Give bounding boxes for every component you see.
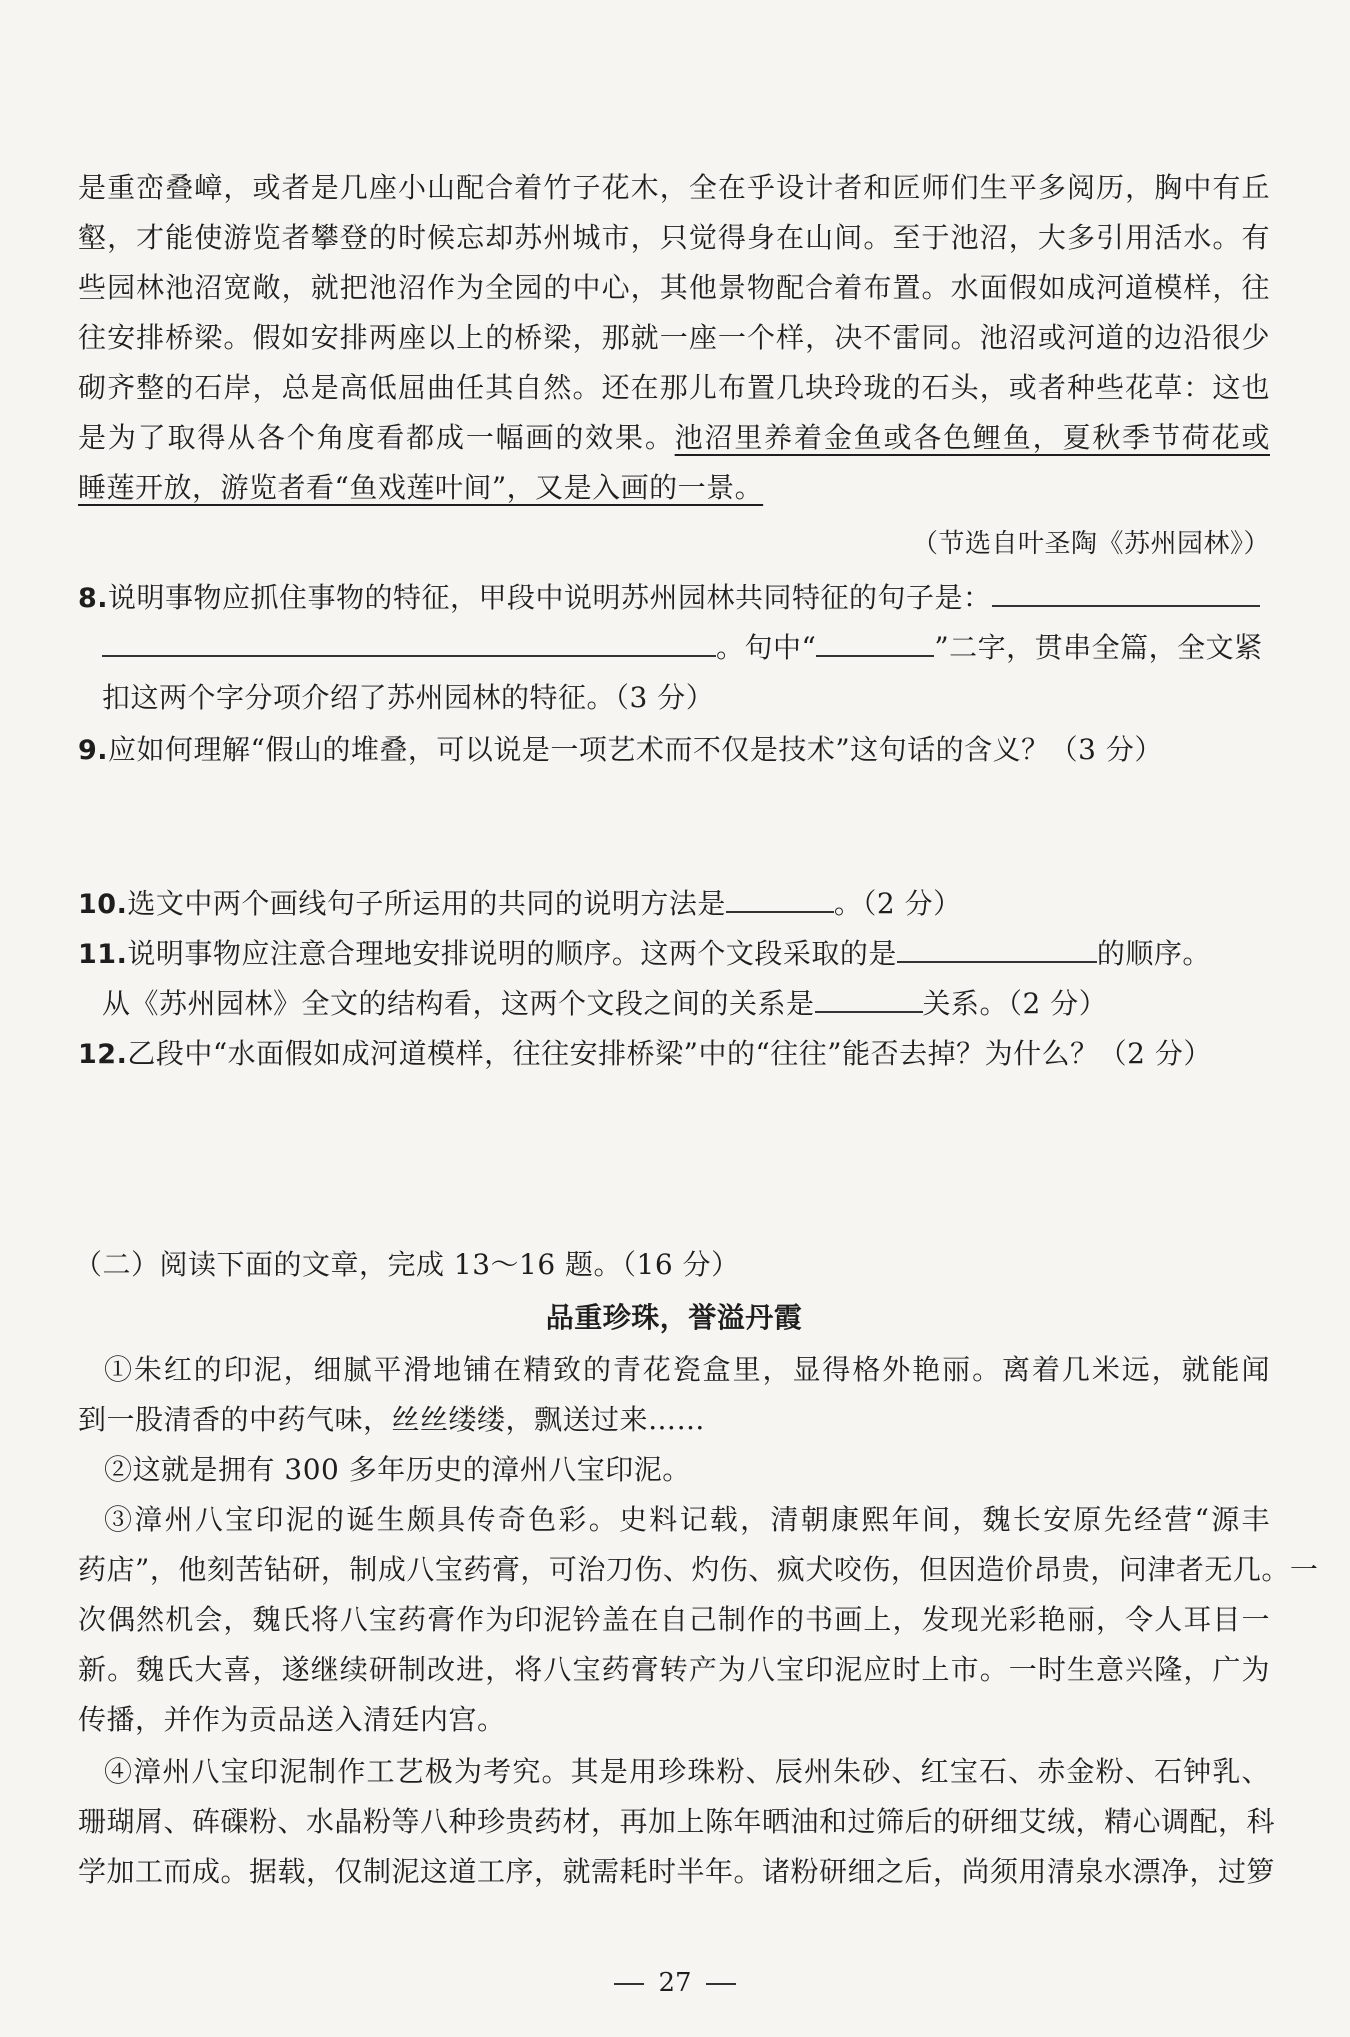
question-8-text-a: 说明事物应抓住事物的特征，甲段中说明苏州园林共同特征的句子是： bbox=[108, 581, 992, 614]
question-9 bbox=[78, 730, 1270, 771]
question-11-line-2 bbox=[102, 984, 1270, 1024]
answer-area-12[interactable] bbox=[102, 1084, 1270, 1234]
article-paragraph-1: ①朱红的印泥，细腻平滑地铺在精致的青花瓷盒里，显得格外艳丽。离着几米远，就能闻 bbox=[104, 1353, 1270, 1386]
question-11 bbox=[78, 934, 1270, 975]
answer-area-9[interactable] bbox=[102, 780, 1270, 880]
article-paragraph-3: ③漳州八宝印泥的诞生颇具传奇色彩。史料记载，清朝康熙年间，魏长安原先经营“源丰 bbox=[104, 1503, 1270, 1536]
question-11-text-d: 关系。（2 分） bbox=[922, 987, 1108, 1020]
question-8-number: 8. bbox=[78, 583, 109, 614]
question-8-line-2 bbox=[102, 628, 1270, 668]
article-line-2: 到一股清香的中药气味，丝丝缕缕，飘送过来…… bbox=[78, 1403, 706, 1436]
answer-blank-8c[interactable] bbox=[816, 629, 934, 657]
article-title: 品重珍珠，誉溢丹霞 bbox=[545, 1301, 803, 1334]
article-paragraph-2: ②这就是拥有 300 多年历史的漳州八宝印泥。 bbox=[104, 1453, 691, 1486]
answer-blank-11a[interactable] bbox=[897, 935, 1097, 963]
passage-line-6-plain: 是为了取得从各个角度看都成一幅画的效果。 bbox=[78, 421, 675, 454]
question-12-number: 12. bbox=[78, 1039, 128, 1070]
article-line-6: 次偶然机会，魏氏将八宝药膏作为印泥钤盖在自己制作的书画上，发现光彩艳丽，令人耳目一 bbox=[78, 1603, 1270, 1636]
article-line-7: 新。魏氏大喜，遂继续研制改进，将八宝药膏转产为八宝印泥应时上市。一时生意兴隆，广为 bbox=[78, 1653, 1270, 1686]
passage-line-4: 往安排桥梁。假如安排两座以上的桥梁，那就一座一个样，决不雷同。池沼或河道的边沿很少 bbox=[78, 321, 1270, 354]
page-footer bbox=[0, 1968, 1350, 1998]
question-9-number: 9. bbox=[78, 735, 109, 766]
article-line-11: 学加工而成。据载，仅制泥这道工序，就需耗时半年。诸粉研细之后，尚须用清泉水漂净，过箩 bbox=[78, 1855, 1276, 1888]
passage-line-3: 些园林池沼宽敞，就把池沼作为全园的中心，其他景物配合着布置。水面假如成河道模样，往 bbox=[78, 271, 1270, 304]
footer-dash-right bbox=[706, 1983, 736, 1985]
passage-line-2: 壑，才能使游览者攀登的时候忘却苏州城市，只觉得身在山间。至于池沼，大多引用活水。有 bbox=[78, 221, 1270, 254]
article-line-10: 珊瑚屑、砗磲粉、水晶粉等八种珍贵药材，再加上陈年晒油和过筛后的研细艾绒，精心调配，科 bbox=[78, 1805, 1276, 1838]
question-11-text-a: 说明事物应注意合理地安排说明的顺序。这两个文段采取的是 bbox=[127, 937, 897, 970]
answer-blank-8a[interactable] bbox=[992, 579, 1260, 607]
article-paragraph-4: ④漳州八宝印泥制作工艺极为考究。其是用珍珠粉、辰州朱砂、红宝石、赤金粉、石钟乳、 bbox=[104, 1755, 1270, 1788]
section-2-heading: （二）阅读下面的文章，完成 13～16 题。（16 分） bbox=[74, 1248, 740, 1281]
question-9-text: 应如何理解“假山的堆叠，可以说是一项艺术而不仅是技术”这句话的含义？（3 分） bbox=[108, 733, 1163, 766]
article-line-5: 药店”，他刻苦钻研，制成八宝药膏，可治刀伤、灼伤、疯犬咬伤，但因造价昂贵，问津者无几。一 bbox=[78, 1553, 1319, 1586]
passage-line-1: 是重峦叠嶂，或者是几座小山配合着竹子花木，全在乎设计者和匠师们生平多阅历，胸中有丘 bbox=[78, 171, 1270, 204]
question-8 bbox=[78, 578, 1270, 619]
question-10-number: 10. bbox=[78, 889, 128, 920]
footer-dash-left bbox=[614, 1983, 644, 1985]
question-8-text-c: ”二字，贯串全篇，全文紧 bbox=[934, 631, 1263, 664]
question-8-text-b: 。句中“ bbox=[716, 631, 817, 664]
question-10-text-a: 选文中两个画线句子所运用的共同的说明方法是 bbox=[127, 887, 726, 920]
answer-blank-8b[interactable] bbox=[102, 629, 716, 657]
question-11-number: 11. bbox=[78, 939, 128, 970]
passage-line-7 bbox=[78, 468, 1270, 508]
question-10 bbox=[78, 884, 1270, 925]
article-line-8: 传播，并作为贡品送入清廷内宫。 bbox=[78, 1703, 506, 1736]
passage-source: （节选自叶圣陶《苏州园林》） bbox=[911, 529, 1270, 559]
underlined-sentence-part-2: 睡莲开放，游览者看“鱼戏莲叶间”，又是入画的一景。 bbox=[78, 471, 764, 504]
answer-blank-10[interactable] bbox=[726, 885, 834, 913]
passage-line-5: 砌齐整的石岸，总是高低屈曲任其自然。还在那儿布置几块玲珑的石头，或者种些花草：这也 bbox=[78, 371, 1270, 404]
question-11-text-c: 从《苏州园林》全文的结构看，这两个文段之间的关系是 bbox=[102, 987, 815, 1020]
question-8-line-3: 扣这两个字分项介绍了苏州园林的特征。（3 分） bbox=[102, 681, 715, 714]
question-11-text-b: 的顺序。 bbox=[1096, 937, 1211, 970]
question-12-text: 乙段中“水面假如成河道模样，往往安排桥梁”中的“往往”能否去掉？为什么？（2 分） bbox=[127, 1037, 1212, 1070]
underlined-sentence-part-1: 池沼里养着金鱼或各色鲤鱼，夏秋季节荷花或 bbox=[674, 421, 1270, 454]
question-10-text-b: 。（2 分） bbox=[833, 887, 962, 920]
answer-blank-11b[interactable] bbox=[815, 985, 923, 1013]
question-12 bbox=[78, 1034, 1270, 1075]
page-number: 27 bbox=[658, 1968, 692, 1998]
passage-line-6 bbox=[78, 418, 1270, 458]
